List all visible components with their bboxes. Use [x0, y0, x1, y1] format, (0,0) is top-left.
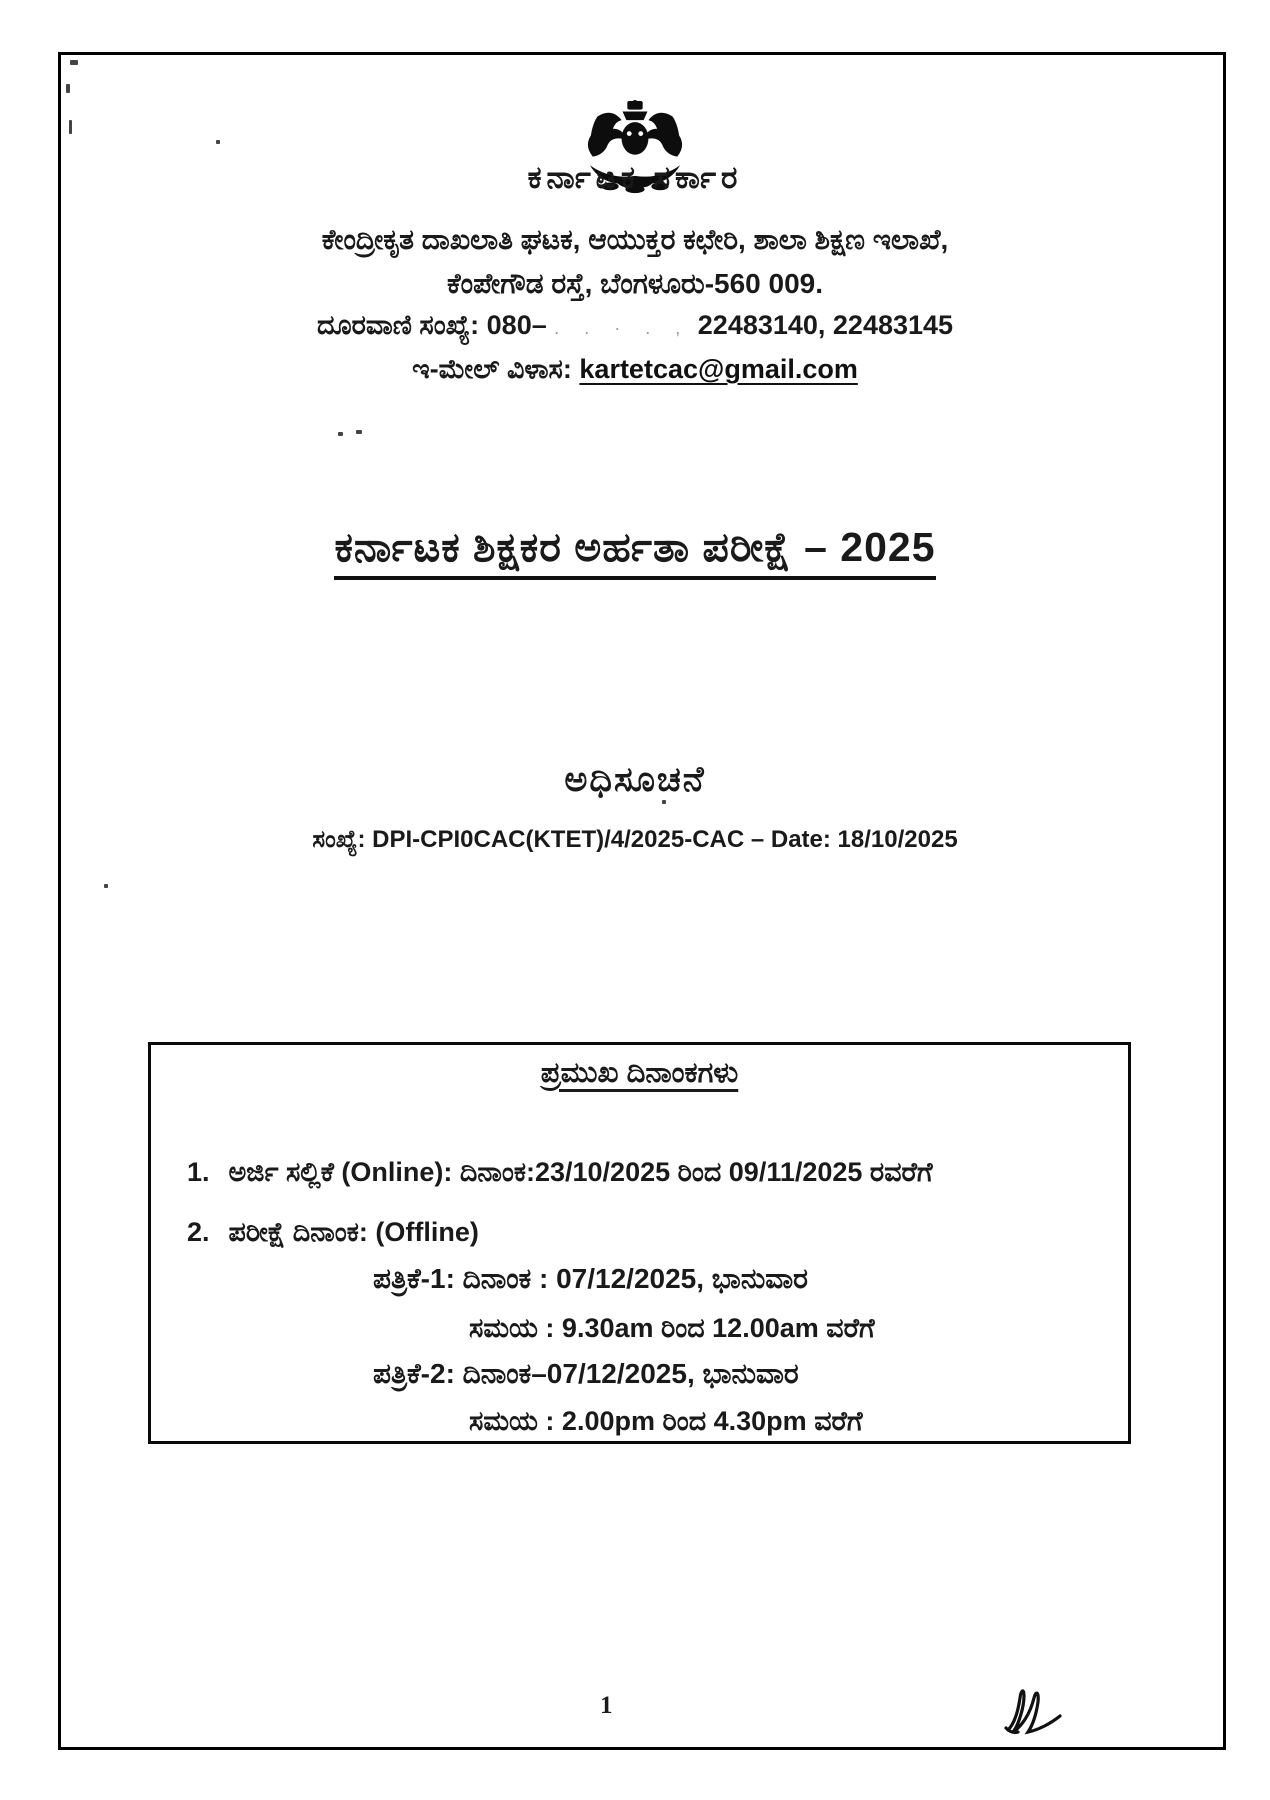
phone-line [0, 310, 1270, 342]
email-link[interactable]: kartetcac@gmail.com [579, 354, 858, 384]
main-heading [0, 524, 1270, 572]
government-title: ಕರ್ನಾಟಕ ಸರ್ಕಾರ [527, 160, 743, 195]
scan-border-frame [58, 52, 1226, 1750]
main-heading-text: ಕರ್ನಾಟಕ ಶಿಕ್ಷಕರ ಅರ್ಹತಾ ಪರೀಕ್ಷೆ – 2025 [334, 524, 935, 580]
scan-speck [69, 120, 72, 134]
phone-faded-marks: . . · . , [554, 318, 691, 338]
scan-speck [216, 140, 220, 144]
dates-item-online-application [187, 1157, 933, 1189]
reference-line [0, 826, 1270, 854]
phone-label: ದೂರವಾಣಿ ಸಂಖ್ಯೆ: [316, 310, 480, 340]
notification-heading: ಅಧಿಸೂಚನೆ [564, 760, 706, 799]
email-line [0, 354, 1270, 386]
scan-speck [356, 430, 362, 434]
reference-label: ಸಂಖ್ಯೆ: [312, 826, 366, 853]
scan-speck [66, 84, 70, 93]
email-label: ಇ-ಮೇಲ್ ವಿಳಾಸ: [412, 354, 572, 384]
reference-number: DPI-CPI0CAC(KTET)/4/2025-CAC – Date: 18/10/2025 [372, 826, 958, 853]
dates-box-title-text: ಪ್ರಮುಖ ದಿನಾಂಕಗಳು [540, 1057, 739, 1089]
item-text: ಅರ್ಜಿ ಸಲ್ಲಿಕೆ (Online): ದಿನಾಂಕ:23/10/2025 ರಿಂದ 09/11/2025 ರವರೆಗೆ [228, 1157, 933, 1187]
page-number: 1 [600, 1692, 613, 1719]
scan-speck [70, 60, 78, 65]
scan-speck [104, 884, 108, 888]
address-line: ಕೆಂಪೇಗೌಡ ರಸ್ತೆ, ಬೆಂಗಳೂರು-560 009. [446, 268, 824, 299]
paper1-time-line: ಸಮಯ : 9.30am ರಿಂದ 12.00am ವರೆಗೆ [469, 1313, 875, 1343]
paper2-date-line: ಪತ್ರಿಕೆ-2: ದಿನಾಂಕ–07/12/2025, ಭಾನುವಾರ [373, 1358, 799, 1389]
item-number: 1. [187, 1157, 210, 1187]
handwritten-signature [1000, 1678, 1072, 1750]
phone-prefix: 080– [486, 310, 547, 340]
dates-item-exam-date [187, 1217, 479, 1249]
item-number: 2. [187, 1217, 210, 1247]
paper1-date-line: ಪತ್ರಿಕೆ-1: ದಿನಾಂಕ : 07/12/2025, ಭಾನುವಾರ [373, 1263, 808, 1294]
important-dates-box [148, 1042, 1131, 1444]
scan-speck [662, 800, 666, 804]
scan-speck [338, 432, 343, 436]
dates-box-title [151, 1057, 1128, 1090]
paper2-time-line: ಸಮಯ : 2.00pm ರಿಂದ 4.30pm ವರೆಗೆ [469, 1406, 863, 1436]
phone-numbers: 22483140, 22483145 [697, 310, 954, 340]
department-line: ಕೇಂದ್ರೀಕೃತ ದಾಖಲಾತಿ ಘಟಕ, ಆಯುಕ್ತರ ಕಛೇರಿ, ಶಾಲಾ ಶಿಕ್ಷಣ ಇಲಾಖೆ, [321, 224, 949, 255]
item-text: ಪರೀಕ್ಷೆ ದಿನಾಂಕ: (Offline) [228, 1217, 479, 1247]
